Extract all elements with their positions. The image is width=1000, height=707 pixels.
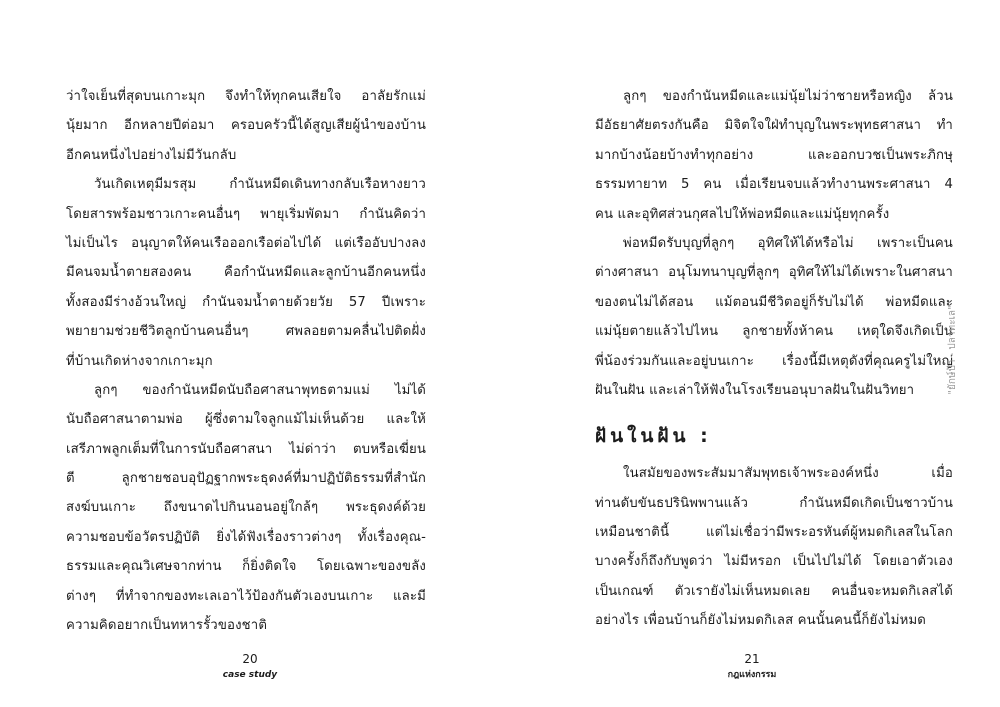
left-page-body	[66, 82, 426, 640]
text-line: ว่าใจเย็นที่สุดบนเกาะมุก จึงทำให้ทุกคนเสียใจ อาลัยรักแม่	[66, 89, 426, 104]
text-line: ลูกๆ ของกำนันหมีดและแม่นุ้ยไม่ว่าชายหรือหญิง ล้วน	[623, 89, 953, 104]
section-heading: ฝันในฝัน :	[595, 425, 712, 448]
text-line: อีกคนหนึ่งไปอย่างไม่มีวันกลับ	[66, 147, 237, 163]
page-number: 20	[242, 652, 258, 666]
text-line: แม่นุ้ยตายแล้วไปไหน ลูกชายทั้งห้าคน เหตุใดจึงเกิดเป็น	[595, 324, 953, 340]
text-line: ธรรมและคุณวิเศษจากท่าน ก็ยิ่งติดใจ โดยเฉพาะของขลัง	[66, 559, 426, 575]
footer-label: case study	[222, 670, 278, 680]
side-note: "ยักษ์ป้า - ปลาทะเล"	[947, 305, 958, 395]
text-line: ธรรมทายาท 5 คน เมื่อเรียนจบแล้วทำงานพระศาสนา 4	[595, 177, 953, 193]
text-line: ฝันในฝัน และเล่าให้ฟังในโรงเรียนอนุบาลฝันในฝันวิทยา	[595, 382, 915, 398]
text-line: อย่างไร เพื่อนบ้านก็ยังไม่หมดกิเลส คนนั้นคนนี้ก็ยังไม่หมด	[595, 613, 927, 629]
paragraph	[595, 82, 953, 229]
right-page-body	[595, 82, 953, 636]
footer-label: กฎแห่งกรรม	[727, 670, 777, 680]
text-line: โดยสารพร้อมชาวเกาะคนอื่นๆ พายุเริ่มพัดมา กำนันคิดว่า	[66, 206, 426, 222]
text-line: ต่างศาสนา อนุโมทนาบุญที่ลูกๆ อุทิศให้ไม่ได้เพราะในศาสนา	[595, 265, 953, 281]
text-line: เป็นเกณฑ์ ตัวเรายังไม่เห็นหมดเลย คนอื่นจะหมดกิเลสได้	[595, 583, 953, 599]
text-line: นับถือศาสนาตามพ่อ ผู้ซึ่งตามใจลูกแม้ไม่เห็นด้วย และให้	[66, 412, 426, 428]
text-line: นุ้ยมาก อีกหลายปีต่อมา ครอบครัวนี้ได้สูญเสียผู้นำของบ้าน	[66, 118, 426, 134]
text-line: พี่น้องร่วมกันและอยู่บนเกาะ เรื่องนี้มีเหตุดังที่คุณครูไม่ใหญ่	[595, 353, 953, 369]
text-line: ความชอบข้อวัตรปฏิบัติ ยิ่งได้ฟังเรื่องราวต่างๆ ทั้งเรื่องคุณ-	[66, 529, 426, 545]
text-line: ในสมัยของพระสัมมาสัมพุทธเจ้าพระองค์หนึ่ง เมื่อ	[623, 466, 953, 482]
text-line: มีอัธยาศัยตรงกันคือ มิจิตใจใฝ่ทำบุญในพระพุทธศาสนา ทำ	[595, 118, 953, 134]
paragraph	[66, 82, 426, 170]
text-line: ต่างๆ ที่ทำจากของทะเลเอาไว้ป้องกันตัวเองบนเกาะ และมี	[66, 588, 426, 604]
text-line: พ่อหมีดรับบุญที่ลูกๆ อุทิศให้ได้หรือไม่ เพราะเป็นคน	[623, 235, 953, 251]
text-line: ท่านดับขันธปรินิพพานแล้ว กำนันหมีดเกิดเป็นชาวบ้าน	[595, 495, 953, 511]
paragraph	[595, 459, 953, 635]
text-line: ที่บ้านเกิดห่างจากเกาะมุก	[66, 353, 213, 369]
text-line: เหมือนชาตินี้ แต่ไม่เชื่อว่ามีพระอรหันต์ผู้หมดกิเลสในโลก	[595, 525, 953, 541]
text-line: ลูกๆ ของกำนันหมีดนับถือศาสนาพุทธตามแม่ ไม่ได้	[94, 382, 426, 398]
text-line: เสรีภาพลูกเต็มที่ในการนับถือศาสนา ไม่ด่าว่า ตบหรือเฆี่ยน	[66, 441, 426, 457]
left-page-footer	[190, 652, 310, 682]
paragraph	[66, 376, 426, 641]
text-line: พยายามช่วยชีวิตลูกบ้านคนอื่นๆ ศพลอยตามคลื่นไปติดฝั่ง	[66, 324, 426, 340]
paragraph	[66, 170, 426, 376]
page-number: 21	[744, 652, 760, 666]
text-line: ตี ลูกชายชอบอุปัฏฐากพระธุดงค์ที่มาปฏิบัติธรรมที่สำนัก	[66, 471, 426, 487]
text-line: ทั้งสองมีร่างอ้วนใหญ่ กำนันจมน้ำตายด้วยวัย 57 ปีเพราะ	[66, 294, 426, 310]
text-line: ความคิดอยากเป็นทหารรั้วของชาติ	[66, 618, 268, 634]
text-line: วันเกิดเหตุมีมรสุม กำนันหมีดเดินทางกลับเรือหางยาว	[94, 177, 426, 193]
text-line: ของตนไม่ได้สอน แม้ตอนมีชีวิตอยู่ก็รับไม่ได้ พ่อหมีดและ	[595, 294, 953, 310]
text-line: มีคนจมน้ำตายสองคน คือกำนันหมีดและลูกบ้านอีกคนหนึ่ง	[66, 265, 426, 281]
text-line: มากบ้างน้อยบ้างทำทุกอย่าง และออกบวชเป็นพระภิกษุ	[595, 147, 953, 163]
right-page	[500, 0, 1000, 707]
paragraph	[595, 229, 953, 405]
text-line: สงฆ์บนเกาะ ถึงขนาดไปกินนอนอยู่ใกล้ๆ พระธุดงค์ด้วย	[66, 500, 426, 516]
text-line: ไม่เป็นไร อนุญาตให้คนเรือออกเรือต่อไปได้ แต่เรืออับปางลง	[66, 235, 426, 251]
right-page-footer	[692, 652, 812, 682]
text-line: บางครั้งก็ถึงกับพูดว่า ไม่มีหรอก เป็นไปไม่ได้ โดยเอาตัวเอง	[595, 554, 953, 570]
text-line: คน และอุทิศส่วนกุศลไปให้พ่อหมีดและแม่นุ้ยทุกครั้ง	[595, 206, 890, 222]
